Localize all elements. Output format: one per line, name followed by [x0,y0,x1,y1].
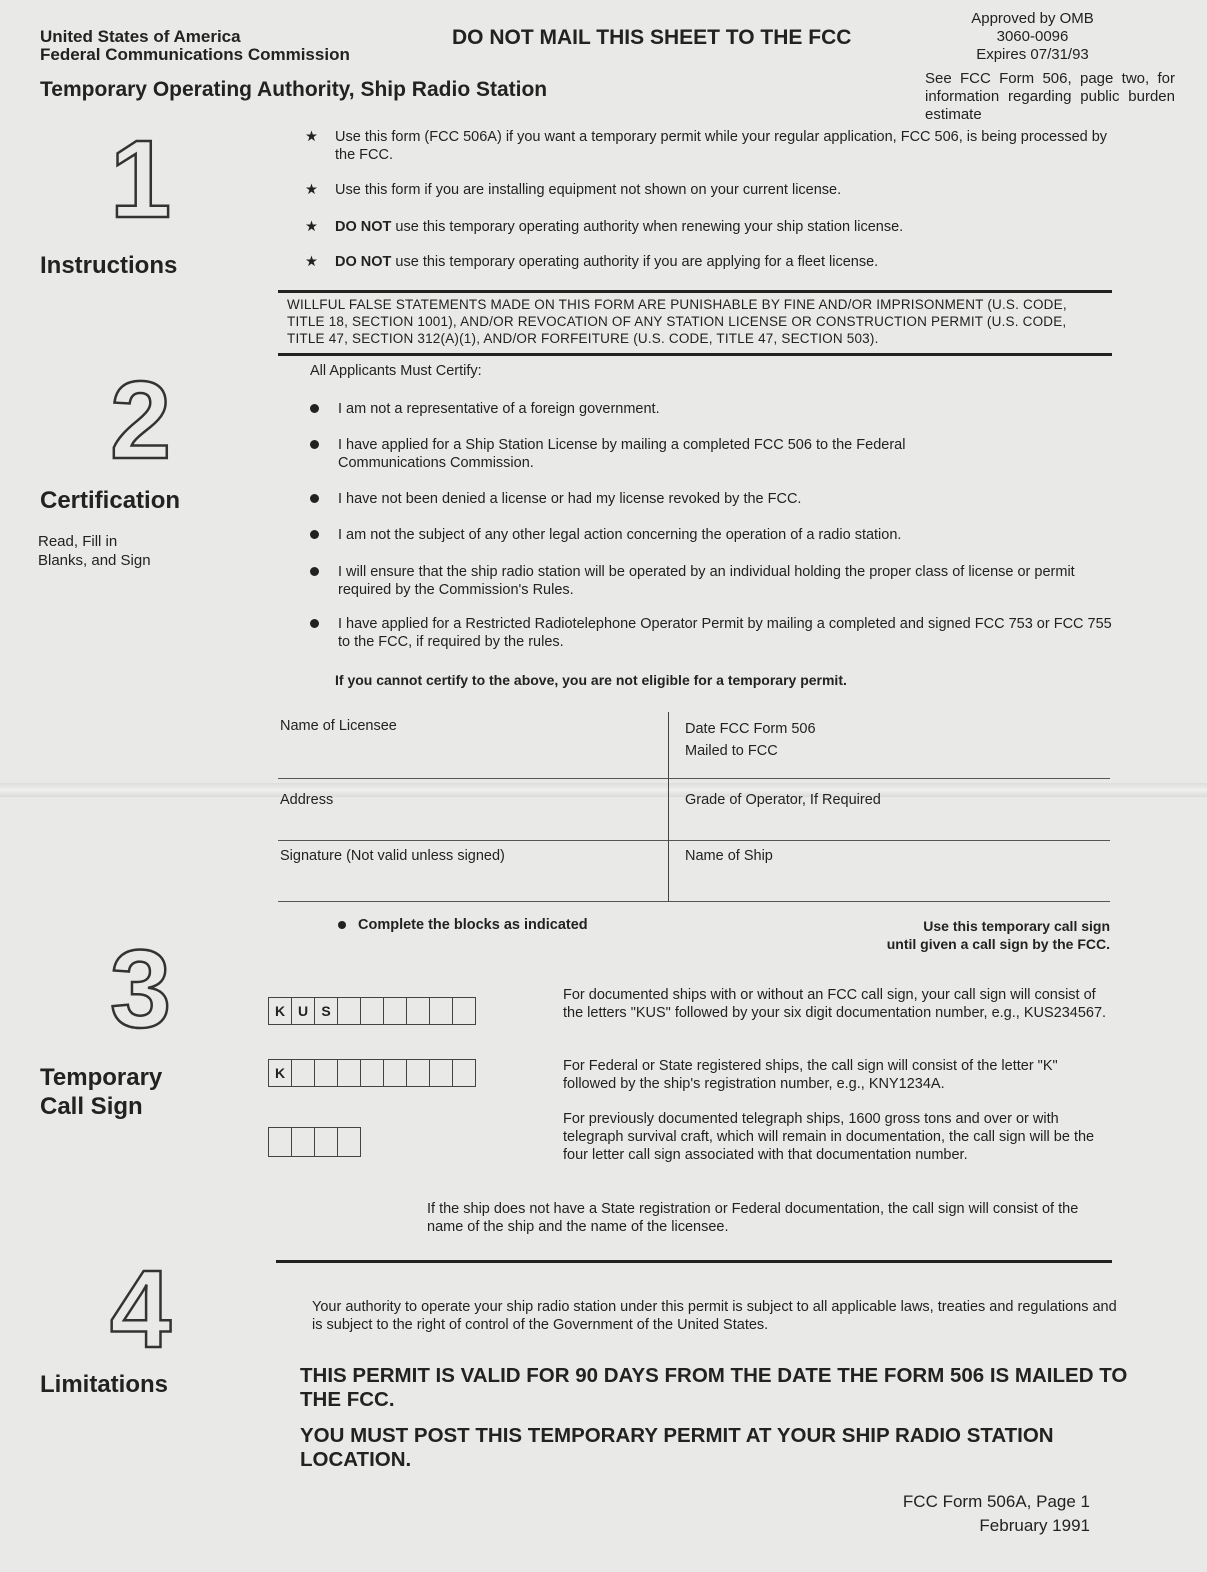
call-sign-cell[interactable] [361,998,384,1024]
call-sign-cell[interactable] [407,1060,430,1086]
section-label-instructions: Instructions [40,252,178,279]
section-number-2: 2 [110,359,172,482]
star-icon: ★ [305,182,318,198]
call-sign-cell[interactable] [407,998,430,1024]
section-label-call-sign [40,1063,162,1121]
documented-ships-text: For documented ships with or without an FCC call sign, your call sign will consist of the letters "KUS" followed by your six digit documentation number, e.g., KUS234567. [563,987,1107,1021]
emphasis: DO NOT [335,254,392,270]
call-sign-cell[interactable] [338,998,361,1024]
bullet-icon [338,921,346,929]
section-label-certification: Certification [40,487,181,514]
not-eligible-note: If you cannot certify to the above, you are not eligible for a temporary permit. [335,672,847,688]
name-of-licensee-line[interactable] [278,778,668,779]
omb-expiration: Expires 07/31/93 [976,46,1089,63]
call-sign-cell[interactable] [338,1060,361,1086]
date-mailed-line[interactable] [669,778,1110,779]
agency-name [40,28,350,64]
section-number-4: 4 [110,1248,172,1371]
certify-heading: All Applicants Must Certify: [310,363,482,379]
call-sign-cell[interactable] [269,1128,292,1156]
signature-line[interactable] [278,901,668,902]
label-line-1: Temporary [40,1064,163,1091]
form-title: Temporary Operating Authority, Ship Radio Station [40,78,548,101]
emphasis: DO NOT [335,219,392,235]
call-sign-k-blocks[interactable] [268,1059,476,1087]
divider [278,290,1112,293]
address-label: Address [280,792,334,808]
omb-approval [955,10,1110,64]
grade-of-operator-label: Grade of Operator, If Required [685,792,881,808]
call-sign-cell[interactable] [384,998,407,1024]
post-permit-notice: YOU MUST POST THIS TEMPORARY PERMIT AT YOUR SHIP RADIO STATION LOCATION. [300,1424,1054,1471]
bullet-icon [310,619,319,628]
section-number-3: 3 [110,928,172,1051]
bullet-icon [310,567,319,576]
use-temporary-call-sign-note: Use this temporary call sign until given a call sign by the FCC. [886,918,1110,952]
complete-blocks-instruction: Complete the blocks as indicated [338,917,588,933]
label-line-2: Call Sign [40,1093,143,1120]
star-icon: ★ [305,219,318,235]
paper-fold [0,783,1207,797]
call-sign-cell[interactable]: K [269,1060,292,1086]
name-of-licensee-label: Name of Licensee [280,718,397,734]
address-line[interactable] [278,840,668,841]
call-sign-cell[interactable]: U [292,998,315,1024]
call-sign-cell[interactable] [315,1060,338,1086]
call-sign-cell[interactable] [292,1060,315,1086]
call-sign-cell[interactable] [338,1128,360,1156]
call-sign-cell[interactable]: S [315,998,338,1024]
bullet-icon [310,440,319,449]
do-not-mail-notice: DO NOT MAIL THIS SHEET TO THE FCC [452,26,852,49]
call-sign-cell[interactable] [430,1060,453,1086]
star-icon: ★ [305,129,318,145]
call-sign-kus-blocks[interactable] [268,997,476,1025]
sublabel-line-2: Blanks, and Sign [38,552,151,569]
name-of-ship-line[interactable] [669,901,1110,902]
section-number-1: 1 [110,118,172,241]
call-sign-cell[interactable]: K [269,998,292,1024]
section-label-limitations: Limitations [40,1371,169,1398]
call-sign-cell[interactable] [384,1060,407,1086]
call-sign-cell[interactable] [453,1060,475,1086]
omb-number: 3060-0096 [996,28,1069,45]
telegraph-ships-text: For previously documented telegraph ships, 1600 gross tons and over or with telegraph survival craft, which will remain in documentation, the call sign will be the four letter call sign associated with that documentation number. [563,1111,1095,1163]
grade-of-operator-line[interactable] [669,840,1110,841]
form-footer [820,1490,1090,1538]
name-of-ship-label: Name of Ship [685,848,773,864]
org-line-2: Federal Communications Commission [40,45,350,64]
no-registration-text: If the ship does not have a State registration or Federal documentation, the call sign will consist of the name of the ship and the name of the licensee. [427,1201,1079,1235]
star-icon: ★ [305,254,318,270]
form-page-number: FCC Form 506A, Page 1 [902,1492,1090,1511]
call-sign-cell[interactable] [292,1128,315,1156]
registered-ships-text: For Federal or State registered ships, the call sign will consist of the letter "K" followed by the ship's registration number, e.g., KNY1234A. [563,1058,1058,1092]
divider [278,353,1112,356]
burden-note: See FCC Form 506, page two, for information regarding public burden estimate [925,70,1175,123]
org-line-1: United States of America [40,27,241,46]
call-sign-telegraph-blocks[interactable] [268,1127,361,1157]
bullet-icon [310,404,319,413]
divider [276,1260,1112,1263]
omb-line-1: Approved by OMB [971,10,1094,27]
date-mailed-label: Date FCC Form 506 Mailed to FCC [685,721,816,759]
call-sign-cell[interactable] [315,1128,338,1156]
bullet-icon [310,530,319,539]
sublabel-line-1: Read, Fill in [38,533,118,550]
valid-90-days-notice: THIS PERMIT IS VALID FOR 90 DAYS FROM THE DATE THE FORM 506 IS MAILED TO THE FCC. [300,1364,1128,1411]
call-sign-cell[interactable] [453,998,475,1024]
bullet-icon [310,494,319,503]
false-statement-warning: WILLFUL FALSE STATEMENTS MADE ON THIS FORM ARE PUNISHABLE BY FINE AND/OR IMPRISONMENT (U.S. CODE, TITLE 18, SECTION 1001), AND/OR REVOCATION OF ANY STATION LICENSE OR CONSTRUCTION PERMIT (U.S. CODE, TITLE 47, SECTION 312(A)(1), AND/OR FORFEITURE (U.S. CODE, TITLE 47, SECTION 503). [287,297,1067,346]
call-sign-cell[interactable] [361,1060,384,1086]
signature-label: Signature (Not valid unless signed) [280,848,505,864]
field-divider [668,712,669,902]
call-sign-cell[interactable] [430,998,453,1024]
certification-sublabel [38,532,151,570]
authority-text: Your authority to operate your ship radio station under this permit is subject to all applicable laws, treaties and regulations and is subject to the right of control of the Government of the United States. [312,1299,1117,1333]
form-date: February 1991 [979,1516,1090,1535]
